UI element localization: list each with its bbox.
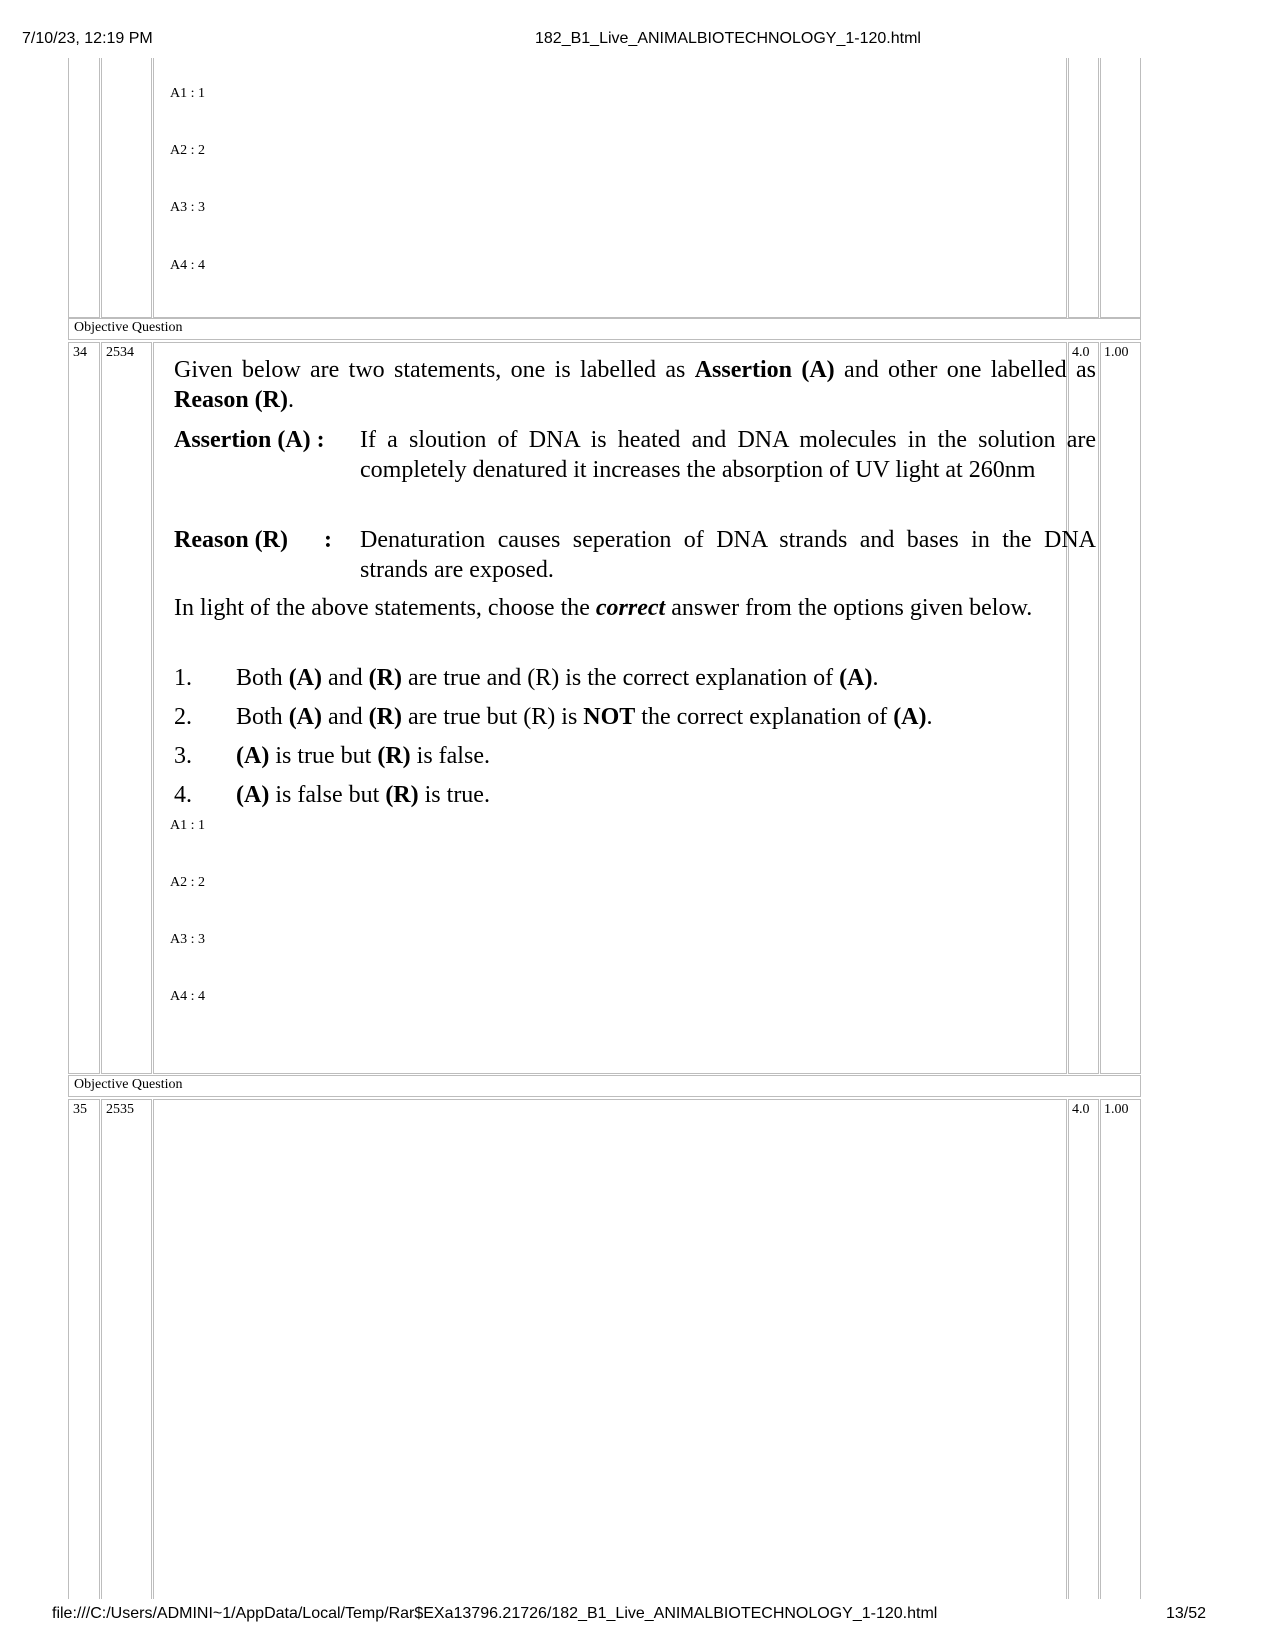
- q34-question-id: 2534: [106, 345, 134, 360]
- q34-type-label: Objective Question: [74, 320, 183, 335]
- prev-answer-1: A1 : 1: [170, 86, 205, 101]
- prev-answer-3: A3 : 3: [170, 200, 205, 215]
- reason-text: Denaturation causes seperation of DNA strands and bases in the DNA strands are exposed.: [360, 527, 1096, 583]
- q35-type-label: Objective Question: [74, 1077, 183, 1092]
- prev-sno-cell: [68, 58, 100, 318]
- print-datetime: 7/10/23, 12:19 PM: [22, 30, 153, 47]
- reason-colon: :: [324, 527, 332, 553]
- reason-label: Reason (R): [174, 527, 288, 553]
- file-path: file:///C:/Users/ADMINI~1/AppData/Local/Temp/Rar$EXa13796.21726/182_B1_Live_ANIMALBIOTECHNOLOGY_1-120.html: [52, 1605, 938, 1622]
- q35-marks-cell: [1068, 1099, 1099, 1599]
- q34-neg-cell: [1100, 342, 1141, 1074]
- q34-negative-marks: 1.00: [1104, 345, 1129, 360]
- prev-question-cell: [153, 58, 1067, 318]
- q35-neg-cell: [1100, 1099, 1141, 1599]
- q34-type-row: [68, 318, 1141, 340]
- assertion-text: If a sloution of DNA is heated and DNA molecules in the solution are completely denatured it increases the absorption of UV light at 260nm: [360, 427, 1096, 483]
- prev-answer-2: A2 : 2: [170, 143, 205, 158]
- q34-intro: Given below are two statements, one is labelled as Assertion (A) and other one labelled as Reason (R).: [174, 357, 1097, 413]
- prev-answer-4: A4 : 4: [170, 258, 205, 273]
- q34-marks: 4.0: [1072, 345, 1090, 360]
- assertion-label: Assertion (A) :: [174, 427, 325, 453]
- prev-neg-cell: [1100, 58, 1141, 318]
- q34-options: 1. Both (A) and (R) are true and (R) is the correct explanation of (A). 2. Both (A) and (R) are true but (R) is NOT the correct explanation of (A). 3. (A) is true but (R) is false. 4. (A) is false but (R) is true.: [174, 665, 933, 808]
- q34-reason: [174, 525, 1096, 587]
- q34-instruction: In light of the above statements, choose the correct answer from the options given below.: [174, 595, 1033, 621]
- q34-qid-cell: [101, 342, 152, 1074]
- document-title: 182_B1_Live_ANIMALBIOTECHNOLOGY_1-120.html: [535, 30, 921, 47]
- q35-type-row: [68, 1075, 1141, 1097]
- q35-question-id: 2535: [106, 1102, 134, 1117]
- q35-serial-number: 35: [73, 1102, 87, 1117]
- prev-qid-cell: [101, 58, 152, 318]
- q35-sno-cell: [68, 1099, 100, 1599]
- q34-answer-1: A1 : 1: [170, 818, 205, 833]
- q34-answer-2: A2 : 2: [170, 875, 205, 890]
- prev-marks-cell: [1068, 58, 1099, 318]
- q35-marks: 4.0: [1072, 1102, 1090, 1117]
- q34-sno-cell: [68, 342, 100, 1074]
- page-number: 13/52: [1166, 1605, 1207, 1622]
- q34-answer-3: A3 : 3: [170, 932, 205, 947]
- q34-assertion: [174, 425, 1096, 517]
- q35-question-cell: [153, 1099, 1067, 1599]
- q34-answer-4: A4 : 4: [170, 989, 205, 1004]
- q35-qid-cell: [101, 1099, 152, 1599]
- q35-negative-marks: 1.00: [1104, 1102, 1129, 1117]
- q34-serial-number: 34: [73, 345, 87, 360]
